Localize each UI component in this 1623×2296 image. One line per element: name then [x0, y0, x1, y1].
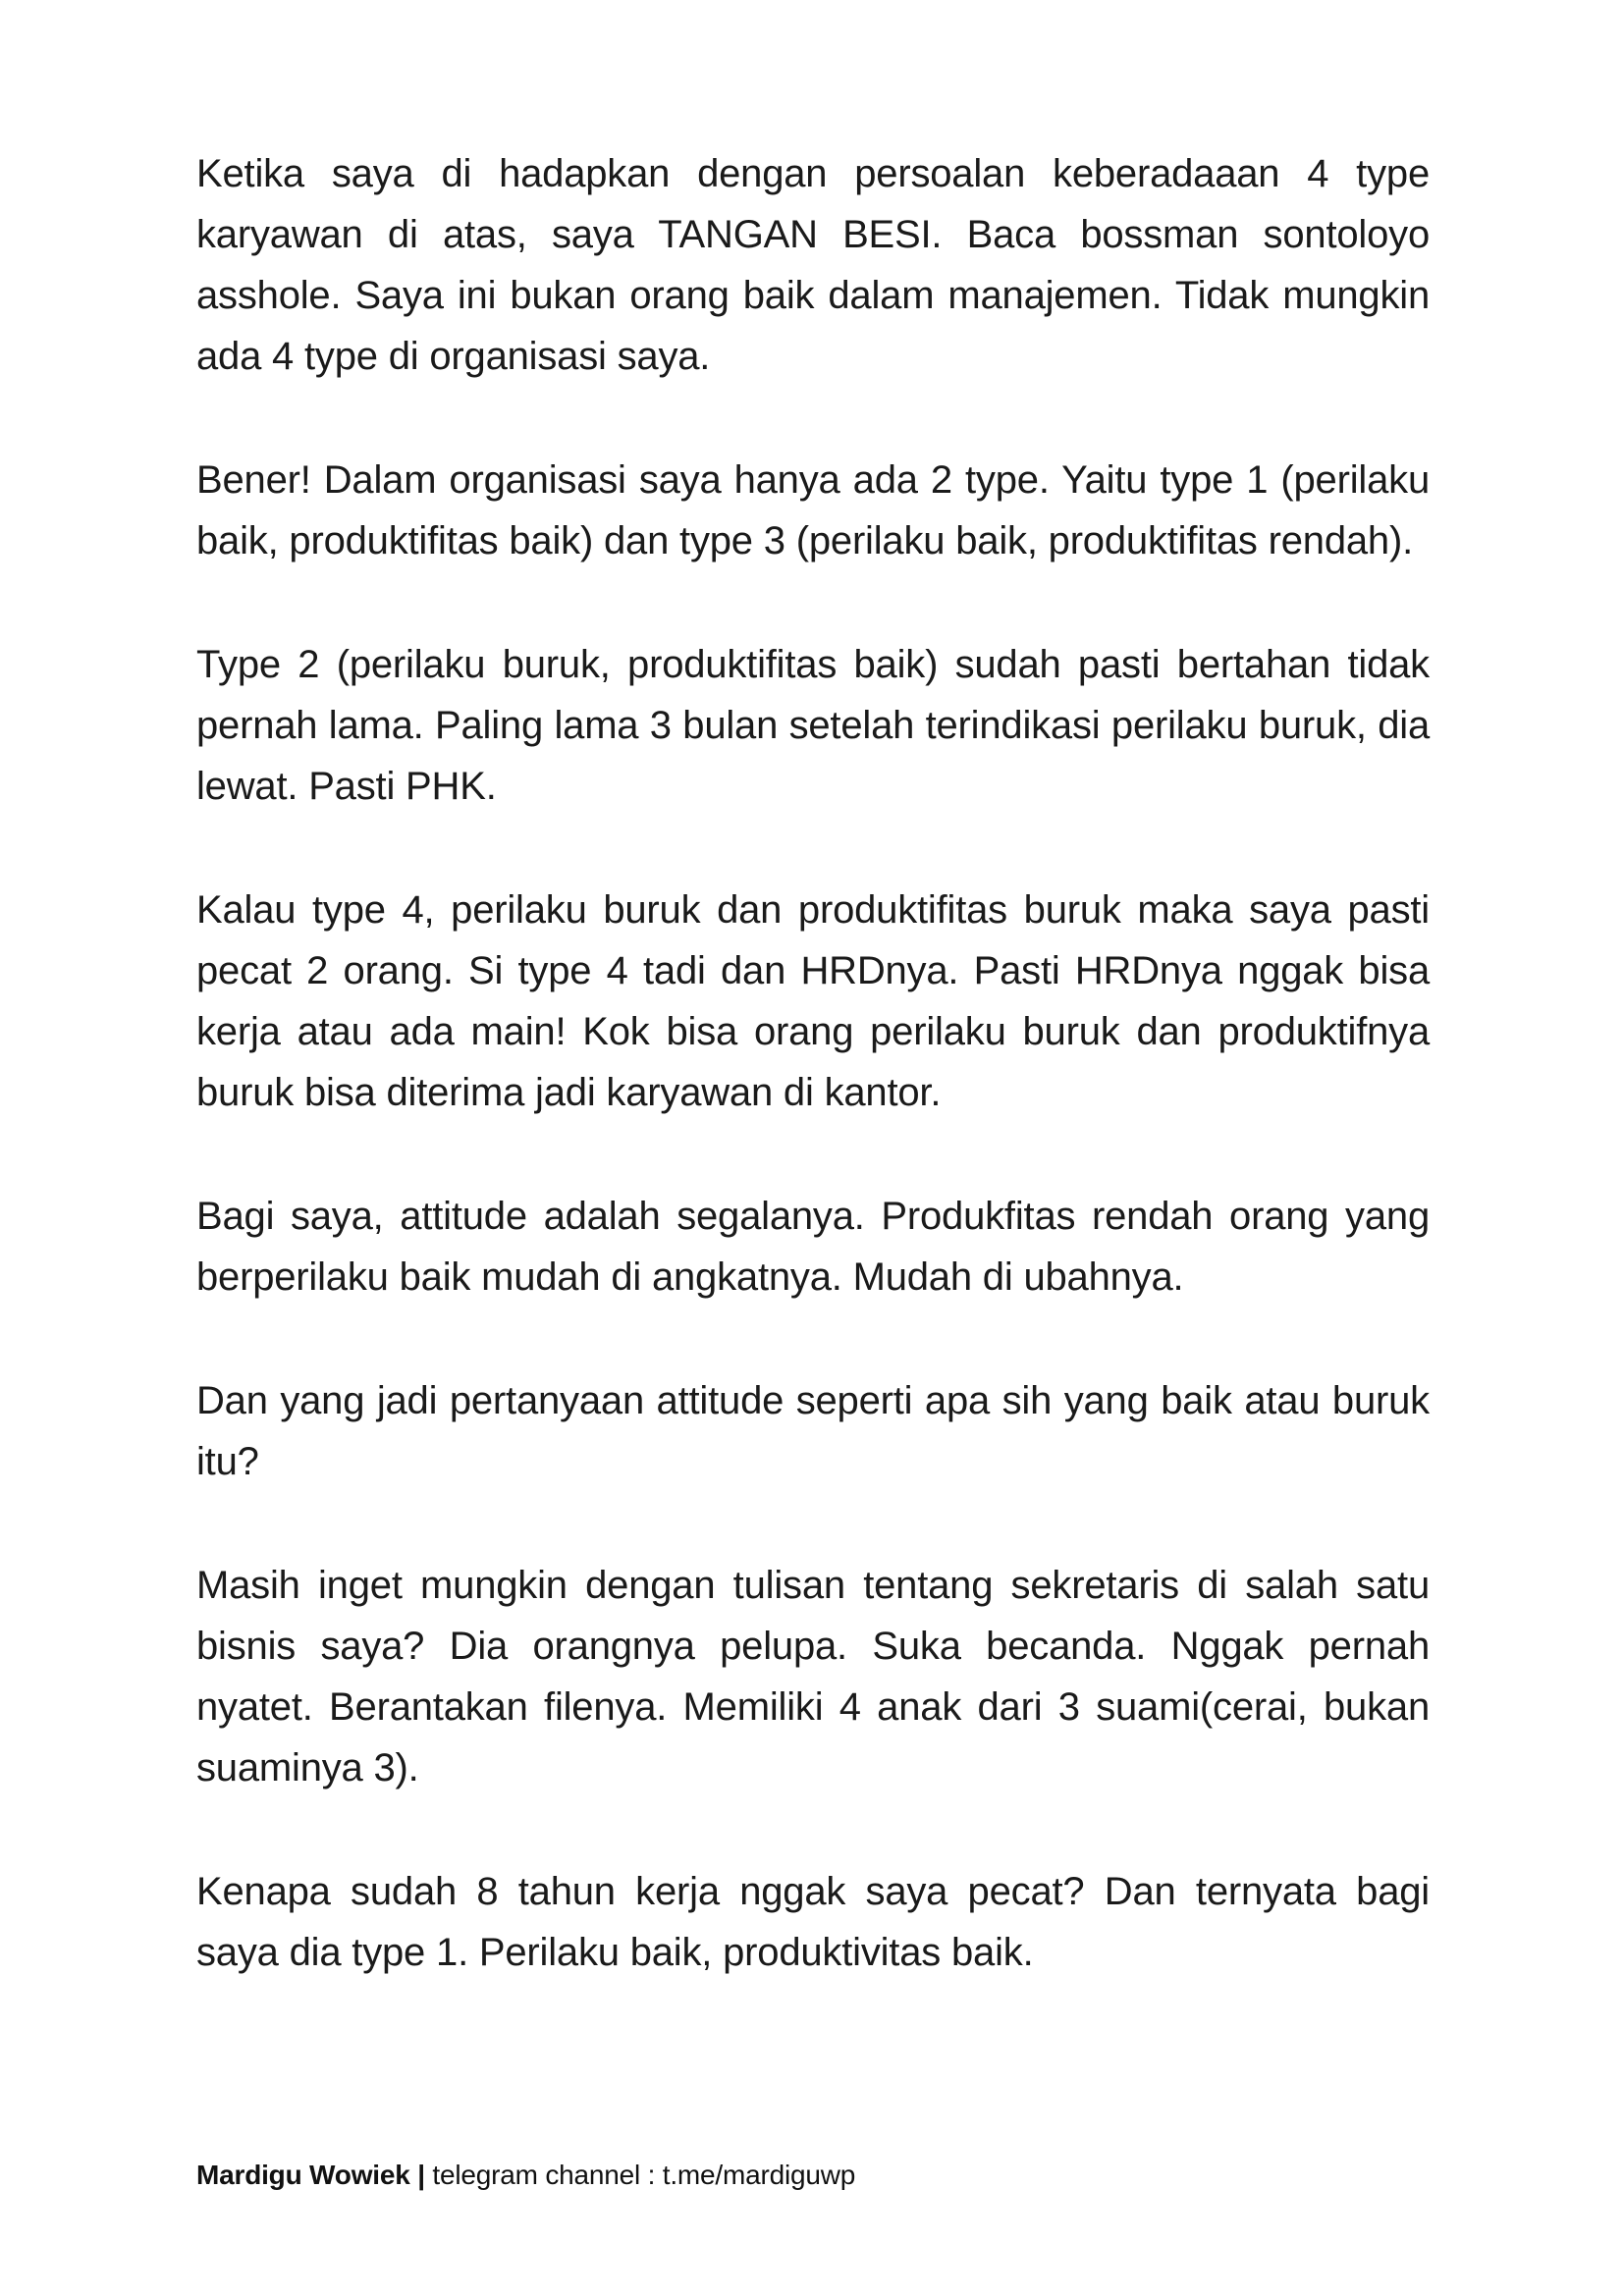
page-body-text: [196, 143, 1430, 2046]
paragraph: Dan yang jadi pertanyaan attitude seperti apa sih yang baik atau buruk itu?: [196, 1379, 1430, 1483]
paragraph: Masih inget mungkin dengan tulisan tentang sekretaris di salah satu bisnis saya? Dia orangnya pelupa. Suka becanda. Nggak pernah nyatet. Berantakan filenya. Memiliki 4 anak dari 3 suami(cerai, bukan suaminya 3).: [196, 1564, 1430, 1789]
paragraph: Kenapa sudah 8 tahun kerja nggak saya pecat? Dan ternyata bagi saya dia type 1. Perilaku baik, produktivitas baik.: [196, 1870, 1430, 1974]
paragraph: Bagi saya, attitude adalah segalanya. Produkfitas rendah orang yang berperilaku baik mudah di angkatnya. Mudah di ubahnya.: [196, 1195, 1430, 1299]
page-footer: [196, 2156, 855, 2195]
footer-channel: telegram channel : t.me/mardiguwp: [432, 2160, 856, 2190]
paragraph: Ketika saya di hadapkan dengan persoalan keberadaaan 4 type karyawan di atas, saya TANGAN BESI. Baca bossman sontoloyo asshole. Saya ini bukan orang baik dalam manajemen. Tidak mungkin ada 4 type di organisasi saya.: [196, 152, 1430, 378]
footer-author: Mardigu Wowiek: [196, 2160, 410, 2190]
paragraph: Kalau type 4, perilaku buruk dan produktifitas buruk maka saya pasti pecat 2 orang. Si type 4 tadi dan HRDnya. Pasti HRDnya nggak bisa kerja atau ada main! Kok bisa orang perilaku buruk dan produktifnya buruk bisa diterima jadi karyawan di kantor.: [196, 888, 1430, 1114]
paragraph: Bener! Dalam organisasi saya hanya ada 2 type. Yaitu type 1 (perilaku baik, produktifitas baik) dan type 3 (perilaku baik, produktifitas rendah).: [196, 458, 1430, 562]
footer-separator: |: [417, 2160, 425, 2190]
paragraph: Type 2 (perilaku buruk, produktifitas baik) sudah pasti bertahan tidak pernah lama. Paling lama 3 bulan setelah terindikasi perilaku buruk, dia lewat. Pasti PHK.: [196, 643, 1430, 808]
